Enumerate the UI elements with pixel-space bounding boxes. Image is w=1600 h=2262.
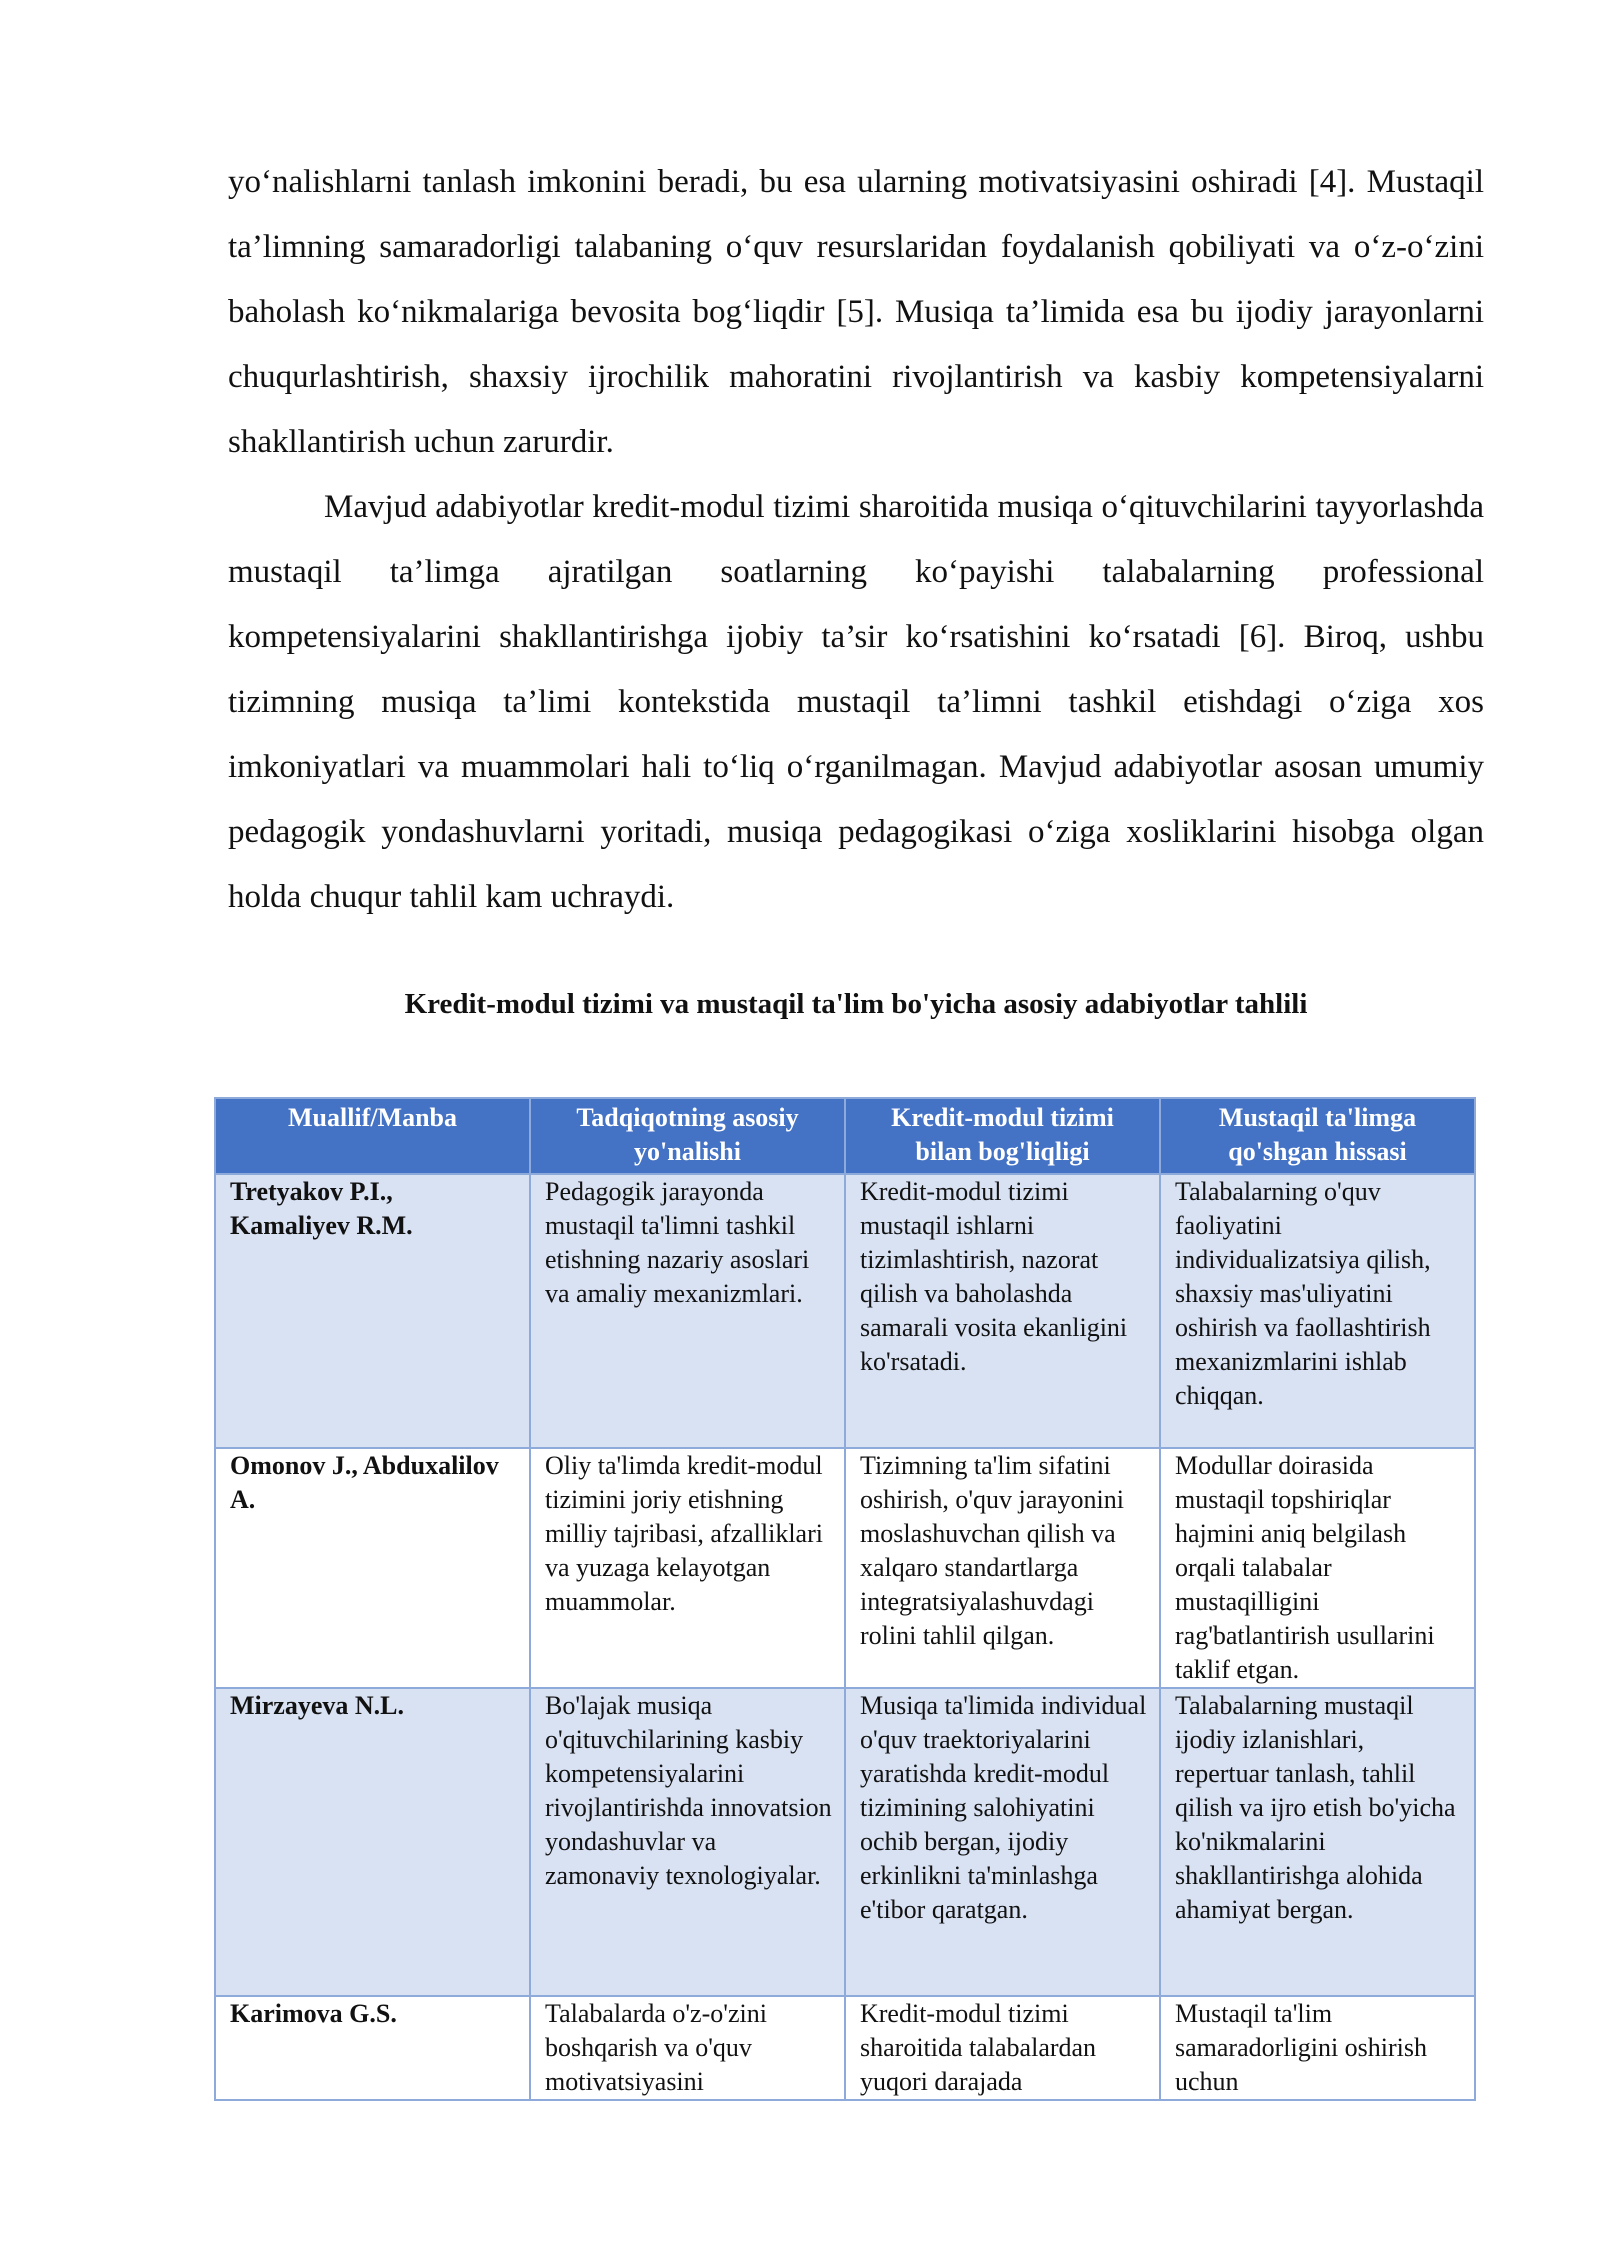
table-row bbox=[215, 1996, 1475, 2100]
cell-credit-module: Tizimning ta'lim sifatini oshirish, o'quv jarayonini moslashuvchan qilish va xalqaro standartlarga integratsiyalashuvdagi rolini tahlil qilgan. bbox=[845, 1448, 1160, 1688]
literature-table bbox=[214, 1097, 1476, 2101]
table-caption: Kredit-modul tizimi va mustaqil ta'lim bo'yicha asosiy adabiyotlar tahlili bbox=[404, 988, 1308, 1020]
cell-author: Karimova G.S. bbox=[215, 1996, 530, 2100]
table-row bbox=[215, 1448, 1475, 1688]
cell-direction: Talabalarda o'z-o'zini boshqarish va o'quv motivatsiyasini bbox=[530, 1996, 845, 2100]
cell-credit-module: Kredit-modul tizimi mustaqil ishlarni tizimlashtirish, nazorat qilish va baholashda samarali vosita ekanligini ko'rsatadi. bbox=[845, 1174, 1160, 1448]
header-author: Muallif/Manba bbox=[215, 1098, 530, 1174]
cell-contribution: Talabalarning mustaqil ijodiy izlanishlari, repertuar tanlash, tahlil qilish va ijro etish bo'yicha ko'nikmalarini shakllantirishga alohida ahamiyat bergan. bbox=[1160, 1688, 1475, 1996]
cell-contribution: Mustaqil ta'lim samaradorligini oshirish uchun bbox=[1160, 1996, 1475, 2100]
header-credit-module: Kredit-modul tizimi bilan bog'liqligi bbox=[845, 1098, 1160, 1174]
cell-author: Mirzayeva N.L. bbox=[215, 1688, 530, 1996]
table-header-row bbox=[215, 1098, 1475, 1174]
cell-contribution: Talabalarning o'quv faoliyatini individualizatsiya qilish, shaxsiy mas'uliyatini oshirish va faollashtirish mexanizmlarini ishlab chiqqan. bbox=[1160, 1174, 1475, 1448]
cell-credit-module: Kredit-modul tizimi sharoitida talabalardan yuqori darajada bbox=[845, 1996, 1160, 2100]
cell-direction: Pedagogik jarayonda mustaqil ta'limni tashkil etishning nazariy asoslari va amaliy mexanizmlari. bbox=[530, 1174, 845, 1448]
cell-author: Omonov J., Abduxalilov A. bbox=[215, 1448, 530, 1688]
document-page bbox=[228, 150, 1484, 1022]
cell-contribution: Modullar doirasida mustaqil topshiriqlar hajmini aniq belgilash orqali talabalar mustaqilligini rag'batlantirish usullarini taklif etgan. bbox=[1160, 1448, 1475, 1688]
body-paragraph-2: Mavjud adabiyotlar kredit-modul tizimi sharoitida musiqa o‘qituvchilarini tayyorlashda mustaqil ta’limga ajratilgan soatlarning ko‘payishi talabalarning professional kompetensiyalarini shakllantirishga ijobiy ta’sir ko‘rsatishini ko‘rsatadi [6]. Biroq, ushbu tizimning musiqa ta’limi kontekstida mustaqil ta’limni tashkil etishdagi o‘ziga xos imkoniyatlari va muammolari hali to‘liq o‘rganilmagan. Mavjud adabiyotlar asosan umumiy pedagogik yondashuvlarni yoritadi, musiqa pedagogikasi o‘ziga xosliklarini hisobga olgan holda chuqur tahlil kam uchraydi. bbox=[228, 489, 1484, 915]
cell-direction: Bo'lajak musiqa o'qituvchilarining kasbiy kompetensiyalarini rivojlantirishda innovatsion yondashuvlar va zamonaviy texnologiyalar. bbox=[530, 1688, 845, 1996]
body-paragraph-1: yo‘nalishlarni tanlash imkonini beradi, bu esa ularning motivatsiyasini oshiradi [4]. Mustaqil ta’limning samaradorligi talabaning o‘quv resurslaridan foydalanish qobiliyati va o‘z-o‘zini baholash ko‘nikmalariga bevosita bog‘liqdir [5]. Musiqa ta’limida esa bu ijodiy jarayonlarni chuqurlashtirish, shaxsiy ijrochilik mahoratini rivojlantirish va kasbiy kompetensiyalarni shakllantirish uchun zarurdir. bbox=[228, 164, 1484, 460]
header-direction: Tadqiqotning asosiy yo'nalishi bbox=[530, 1098, 845, 1174]
header-contribution: Mustaqil ta'limga qo'shgan hissasi bbox=[1160, 1098, 1475, 1174]
table-row bbox=[215, 1688, 1475, 1996]
cell-author: Tretyakov P.I., Kamaliyev R.M. bbox=[215, 1174, 530, 1448]
cell-direction: Oliy ta'limda kredit-modul tizimini joriy etishning milliy tajribasi, afzalliklari va yuzaga kelayotgan muammolar. bbox=[530, 1448, 845, 1688]
cell-credit-module: Musiqa ta'limida individual o'quv traektoriyalarini yaratishda kredit-modul tizimining salohiyatini ochib bergan, ijodiy erkinlikni ta'minlashga e'tibor qaratgan. bbox=[845, 1688, 1160, 1996]
table-row bbox=[215, 1174, 1475, 1448]
